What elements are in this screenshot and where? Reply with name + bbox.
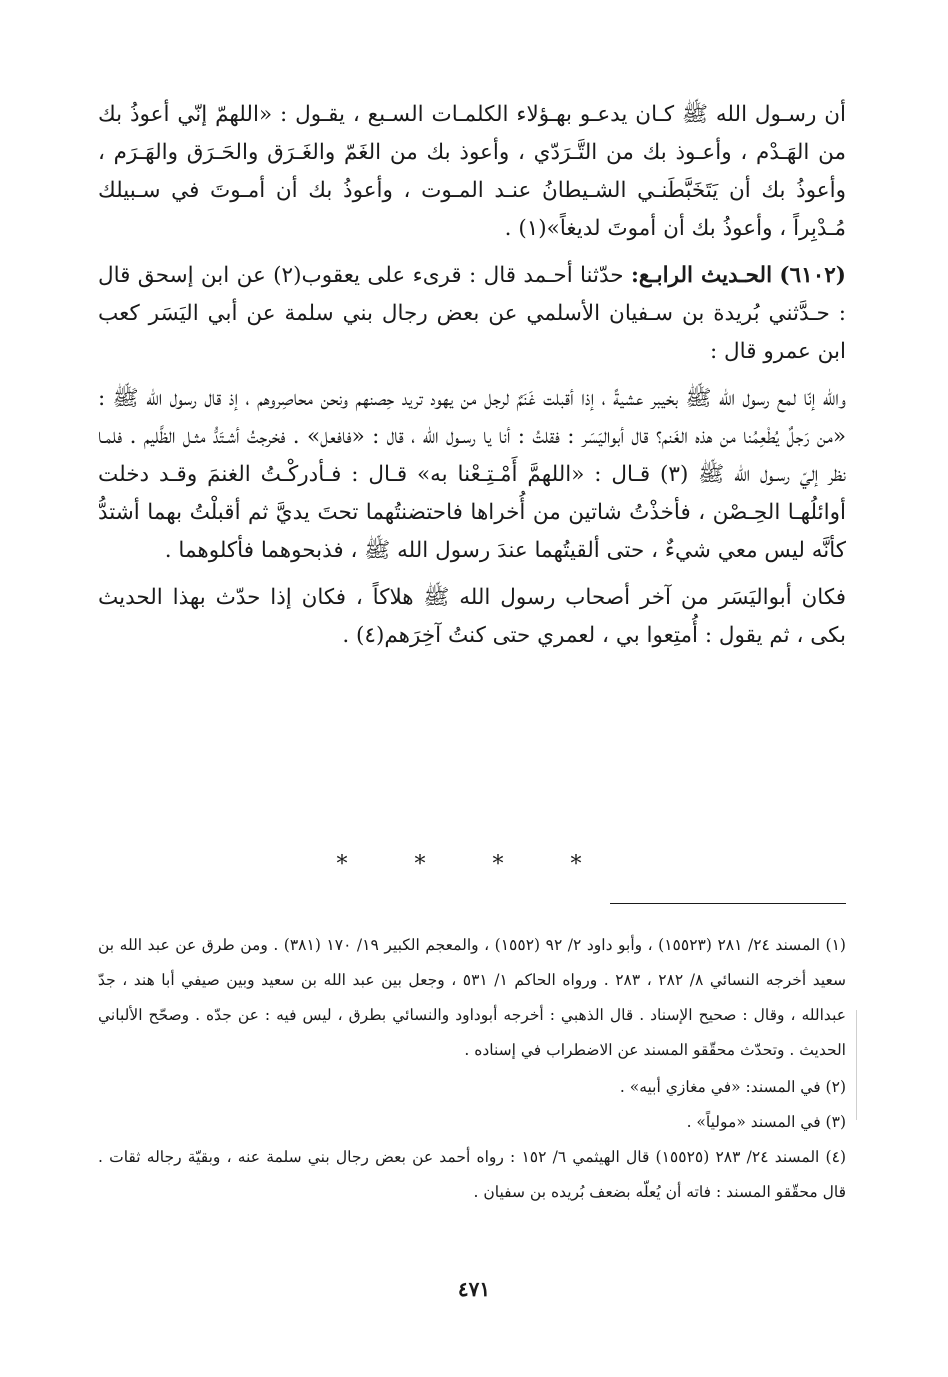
margin-line — [856, 1010, 857, 1120]
paragraph-4: فكان أبواليَسَر من آخر أصحاب رسول الله ﷺ هلاكاً ، فكان إذا حدّث بهذا الحديث بكى ، ثم يقول : أُمتِعوا بي ، لعمري حتى كنتُ آخِرَهم(٤) . — [98, 585, 846, 648]
footnote-divider — [610, 903, 846, 904]
section-separator: * * * * — [336, 852, 612, 877]
page-number: ٤٧١ — [457, 1277, 491, 1301]
hadith-number: (٦١٠٢) — [779, 263, 846, 288]
footnote-4: (٤) المسند ٢٤/ ٢٨٣ (١٥٥٢٥) قال الهيثمي ٦/ ١٥٢ : رواه أحمد عن بعض رجال بني سلمة عنه ، وبقيّة رجاله ثقات . قال محقّقو المسند : فاته أن يُعلّه بضعف بُريده بن سفيان . — [98, 1148, 846, 1201]
footnote-1: (١) المسند ٢٤/ ٢٨١ (١٥٥٢٣) ، وأبو داود ٢/ ٩٢ (١٥٥٢) ، والمعجم الكبير ١٩/ ١٧٠ (٣٨١) . ومن طرق عن عبد الله بن سعيد أخرجه النسائي ٨/ ٢٨٢ ، ٢٨٣ . ورواه الحاكم ١/ ٥٣١ ، وجعل بين عبد الله بن سعيد وبين صيفي أبا هند ، جدّ عبدالله ، وقال : صحيح الإسناد . قال الذهبي : أخرجه أبوداود والنسائي بطرق ، ليس فيه : عن جدّه . وصحّح الألباني الحديث . وتحدّث محقّقو المسند عن الاضطراب في إسناده . — [98, 936, 846, 1059]
paragraph-3: والله إنّا لمع رسول الله ﷺ بخيبر عشيةً ، إذا أقبلت غَنَمٌ لرجل من يهود تريد حِصنهم ونحن محاصِروهم ، إذ قال رسول الله ﷺ : «من رَجلٌ يُطْعِمُنا من هذه الغَنم؟ قال أبواليَسَر : فقلتُ : أنا يا رسـول الله ، قال : «فافعل» . فخرجتُ أشـتَدُّ مثـل الظَّليم . فلمـا نظر إليّ رسـول الله ﷺ (٣) قـال : «اللهمَّ أَمْـتِـعْنا به» قـال : فـأدركْـتُ الغنمَ وقـد دخلت أوائلُهـا الحِـصْن ، فأخذْتُ شاتين من أُخراها فاحتضنتُهما تحتَ يديَّ ثم أقبلْتُ بهما أشتدُّ كأنَّه ليس معي شيءٌ ، حتى ألقيتُهما عندَ رسول الله ﷺ ، فذبحوهما فأكلوهما . — [98, 386, 846, 563]
footnote-3: (٣) في المسند «مولياً» . — [686, 1113, 846, 1131]
footnotes — [98, 928, 846, 1210]
footnote-2: (٢) في المسند: «في مغازي أبيه» . — [619, 1078, 846, 1096]
main-text — [98, 96, 846, 655]
paragraph-1: أن رسـول الله ﷺ كـان يدعـو بهـؤلاء الكلمـات السـبع ، يقـول : «اللهمّ إنّي أعوذُ بك من الهَـدْم ، وأعـوذ بك من التَّـرَدّي ، وأعوذ بك من الغَمّ والغَـرَق والحَـرَق والهَـرَم ، وأعوذُ بك أن يَتَخَبَّطَنـي الشـيطانُ عنـد المـوت ، وأعوذُ بك أن أمـوتَ في سـبيلك مُـدْبِراً ، وأعوذُ بك أن أموتَ لديغاً»(١) . — [98, 102, 846, 241]
paragraph-2 — [98, 257, 846, 371]
hadith-intro: حدّثنا أحـمد قال : قرىء على يعقوب(٢) عن ابن إسحق قال : حـدَّثني بُريدة بن سـفيان الأسلمي عن بعض رجال بني سلمة عن أبي اليَسَر كعب ابن عمرو قال : — [98, 263, 846, 364]
hadith-title: الحـديث الرابـع: — [630, 263, 773, 288]
